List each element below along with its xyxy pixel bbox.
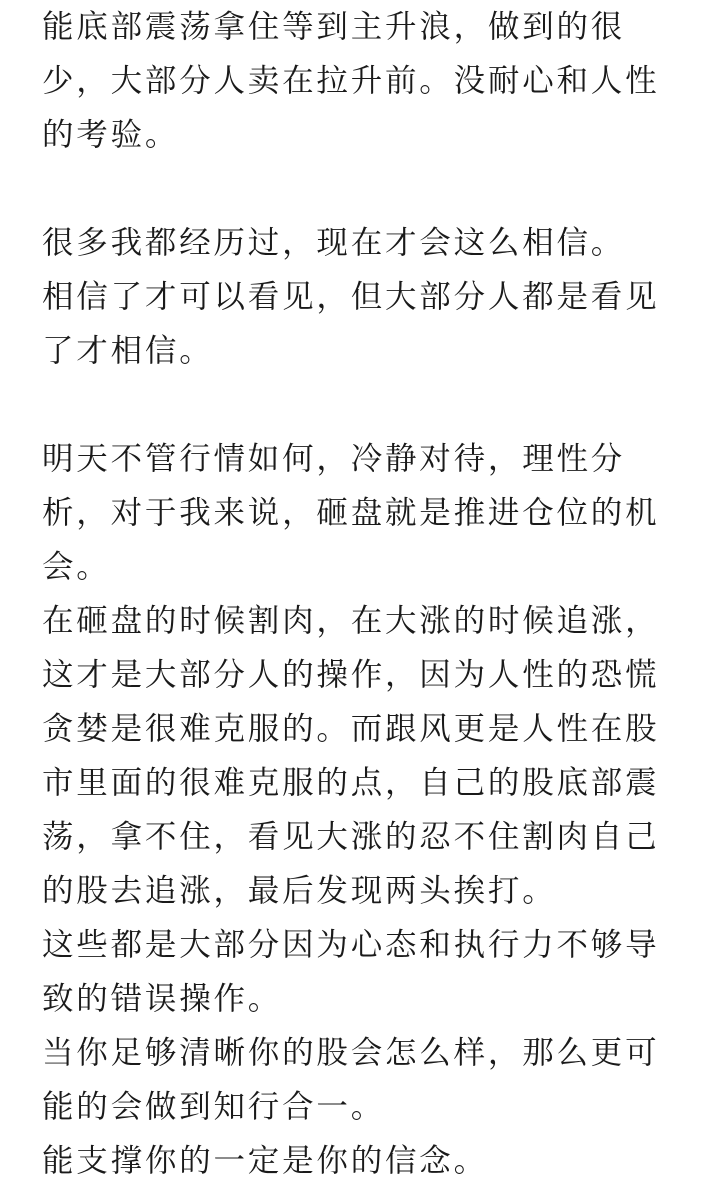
text-line: 市里面的很难克服的点，自己的股底部震 bbox=[42, 765, 660, 801]
paragraph-gap bbox=[42, 378, 682, 432]
text-line: 很多我都经历过，现在才会这么相信。 bbox=[42, 225, 626, 261]
text-line: 了才相信。 bbox=[42, 333, 214, 369]
text-line: 明天不管行情如何，冷静对待，理性分 bbox=[42, 441, 626, 477]
text-line: 相信了才可以看见，但大部分人都是看见 bbox=[42, 279, 660, 315]
text-line: 致的错误操作。 bbox=[42, 981, 283, 1017]
text-line: 能底部震荡拿住等到主升浪，做到的很 bbox=[42, 9, 626, 45]
text-line: 析，对于我来说，砸盘就是推进仓位的机 bbox=[42, 495, 660, 531]
text-line: 的考验。 bbox=[42, 117, 180, 153]
paragraph-gap bbox=[42, 162, 682, 216]
text-line: 这才是大部分人的操作，因为人性的恐慌 bbox=[42, 657, 660, 693]
text-line: 这些都是大部分因为心态和执行力不够导 bbox=[42, 927, 660, 963]
text-line: 的股去追涨，最后发现两头挨打。 bbox=[42, 873, 557, 909]
text-line: 在砸盘的时候割肉，在大涨的时候追涨， bbox=[42, 603, 660, 639]
text-line: 当你足够清晰你的股会怎么样，那么更可 bbox=[42, 1035, 660, 1071]
article-body bbox=[42, 0, 682, 1188]
text-line: 会。 bbox=[42, 549, 111, 585]
text-line: 荡，拿不住，看见大涨的忍不住割肉自己 bbox=[42, 819, 660, 855]
text-line: 能支撑你的一定是你的信念。 bbox=[42, 1143, 488, 1179]
text-line: 贪婪是很难克服的。而跟风更是人性在股 bbox=[42, 711, 660, 747]
text-line: 能的会做到知行合一。 bbox=[42, 1089, 386, 1125]
text-line: 少，大部分人卖在拉升前。没耐心和人性 bbox=[42, 63, 660, 99]
